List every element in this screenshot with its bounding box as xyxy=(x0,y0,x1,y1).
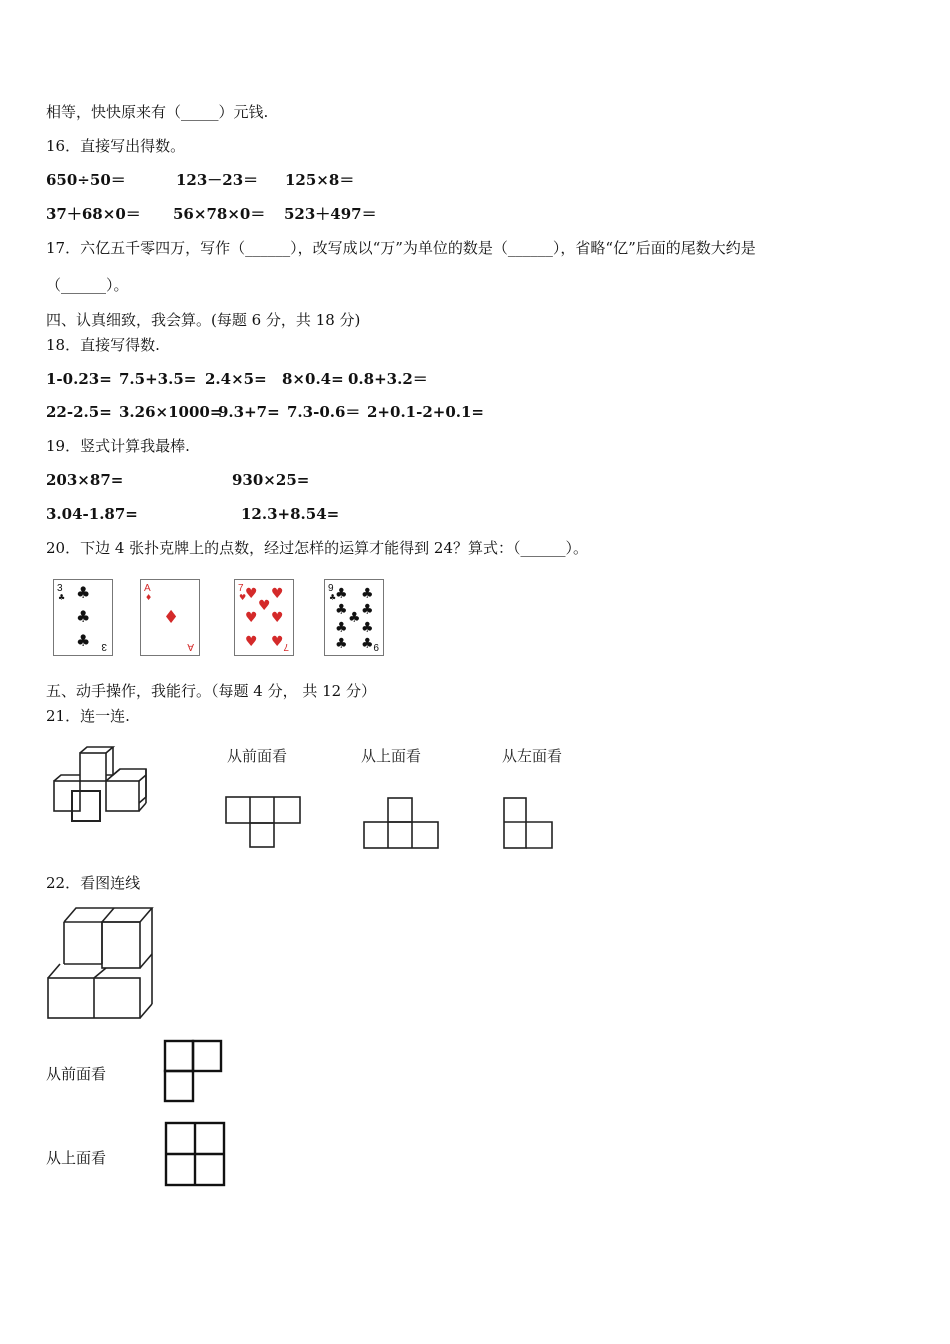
q21-view-shape-c[interactable] xyxy=(502,796,558,852)
q18-item: 22-2.5= xyxy=(46,403,112,421)
heart-icon: ♥ xyxy=(245,634,258,650)
heart-icon: ♥ xyxy=(271,634,284,650)
q22-view-label: 从上面看 xyxy=(46,1149,107,1167)
card-rank-inverted: 3 xyxy=(101,641,107,652)
q18-item: 1-0.23= xyxy=(46,370,112,388)
playing-card-3-clubs xyxy=(53,579,113,656)
q16-item: 123－23＝ xyxy=(176,171,259,189)
q18-item: 7.5+3.5= xyxy=(119,370,197,388)
q18-item: 2.4×5= xyxy=(205,370,267,388)
heart-icon: ♥ xyxy=(271,610,284,626)
q15-tail: 相等，快快原来有（_____）元钱. xyxy=(46,103,269,121)
heart-icon: ♥ xyxy=(239,593,247,602)
q22-title: 22．看图连线 xyxy=(46,874,141,892)
club-icon: ♣ xyxy=(361,586,374,602)
q21-view-label: 从左面看 xyxy=(502,747,563,765)
q21-view-label: 从上面看 xyxy=(361,747,422,765)
playing-card-a-diamonds xyxy=(140,579,200,656)
club-icon: ♣ xyxy=(76,607,91,626)
q16-title: 16．直接写出得数。 xyxy=(46,137,186,155)
q21-cube-solid xyxy=(48,745,148,825)
q21-view-label: 从前面看 xyxy=(227,747,288,765)
q21-view-shape-a[interactable] xyxy=(224,795,304,851)
q16-item: 56×78×0＝ xyxy=(173,205,266,223)
club-icon: ♣ xyxy=(335,586,348,602)
q19-item: 203×87= xyxy=(46,471,124,489)
club-icon: ♣ xyxy=(329,593,337,602)
q18-item: 7.3-0.6＝ xyxy=(287,403,361,421)
heart-icon: ♥ xyxy=(245,610,258,626)
q18-item: 3.26×1000= xyxy=(119,403,223,421)
q18-item: 2+0.1-2+0.1= xyxy=(367,403,484,421)
q17-line2: （______）。 xyxy=(46,276,129,294)
q16-item: 650÷50＝ xyxy=(46,171,126,189)
section4-title: 四、认真细致，我会算。(每题 6 分，共 18 分) xyxy=(46,311,361,329)
q21-title: 21．连一连. xyxy=(46,707,130,725)
card-rank-inverted: A xyxy=(187,641,194,652)
club-icon: ♣ xyxy=(335,636,348,652)
q19-item: 930×25= xyxy=(232,471,310,489)
card-rank-inverted: 9 xyxy=(373,641,379,652)
club-icon: ♣ xyxy=(58,593,66,602)
club-icon: ♣ xyxy=(361,602,374,618)
q20-title: 20．下边 4 张扑克牌上的点数，经过怎样的运算才能得到 24？算式：（______）。 xyxy=(46,539,589,557)
q22-view-shape-top[interactable] xyxy=(163,1120,229,1190)
playing-card-7-hearts xyxy=(234,579,294,656)
club-icon: ♣ xyxy=(76,631,91,650)
club-icon: ♣ xyxy=(76,583,91,602)
q16-item: 37＋68×0＝ xyxy=(46,205,141,223)
heart-icon: ♥ xyxy=(245,586,258,602)
q22-view-label: 从前面看 xyxy=(46,1065,107,1083)
card-rank: 9 xyxy=(328,583,334,594)
diamond-icon: ♦ xyxy=(145,593,153,602)
q22-view-shape-front[interactable] xyxy=(163,1038,227,1106)
club-icon: ♣ xyxy=(335,620,348,636)
q18-item: 9.3+7= xyxy=(218,403,280,421)
q19-title: 19．竖式计算我最棒. xyxy=(46,437,190,455)
playing-card-9-clubs xyxy=(324,579,384,656)
diamond-icon: ♦ xyxy=(163,607,180,628)
q16-item: 523＋497＝ xyxy=(284,205,377,223)
card-rank: 3 xyxy=(57,583,63,594)
q18-item: 0.8+3.2＝ xyxy=(348,370,428,388)
heart-icon: ♥ xyxy=(258,598,271,614)
q16-item: 125×8＝ xyxy=(285,171,355,189)
q19-item: 3.04-1.87= xyxy=(46,505,138,523)
club-icon: ♣ xyxy=(335,602,348,618)
q19-item: 12.3+8.54= xyxy=(241,505,340,523)
card-rank: 7 xyxy=(238,583,244,594)
heart-icon: ♥ xyxy=(271,586,284,602)
card-rank: A xyxy=(144,583,151,594)
q18-item: 8×0.4= xyxy=(282,370,344,388)
club-icon: ♣ xyxy=(361,636,374,652)
q17-line1: 17．六亿五千零四万，写作（______），改写成以“万”为单位的数是（______），省略“亿”后面的尾数大约是 xyxy=(46,239,756,257)
club-icon: ♣ xyxy=(361,620,374,636)
q18-title: 18．直接写得数. xyxy=(46,336,160,354)
q22-cube-solid xyxy=(44,904,158,1022)
section5-title: 五、动手操作，我能行。（每题 4 分， 共 12 分） xyxy=(46,682,376,700)
card-rank-inverted: 7 xyxy=(283,641,289,652)
q21-view-shape-b[interactable] xyxy=(362,796,442,852)
club-icon: ♣ xyxy=(348,610,361,626)
